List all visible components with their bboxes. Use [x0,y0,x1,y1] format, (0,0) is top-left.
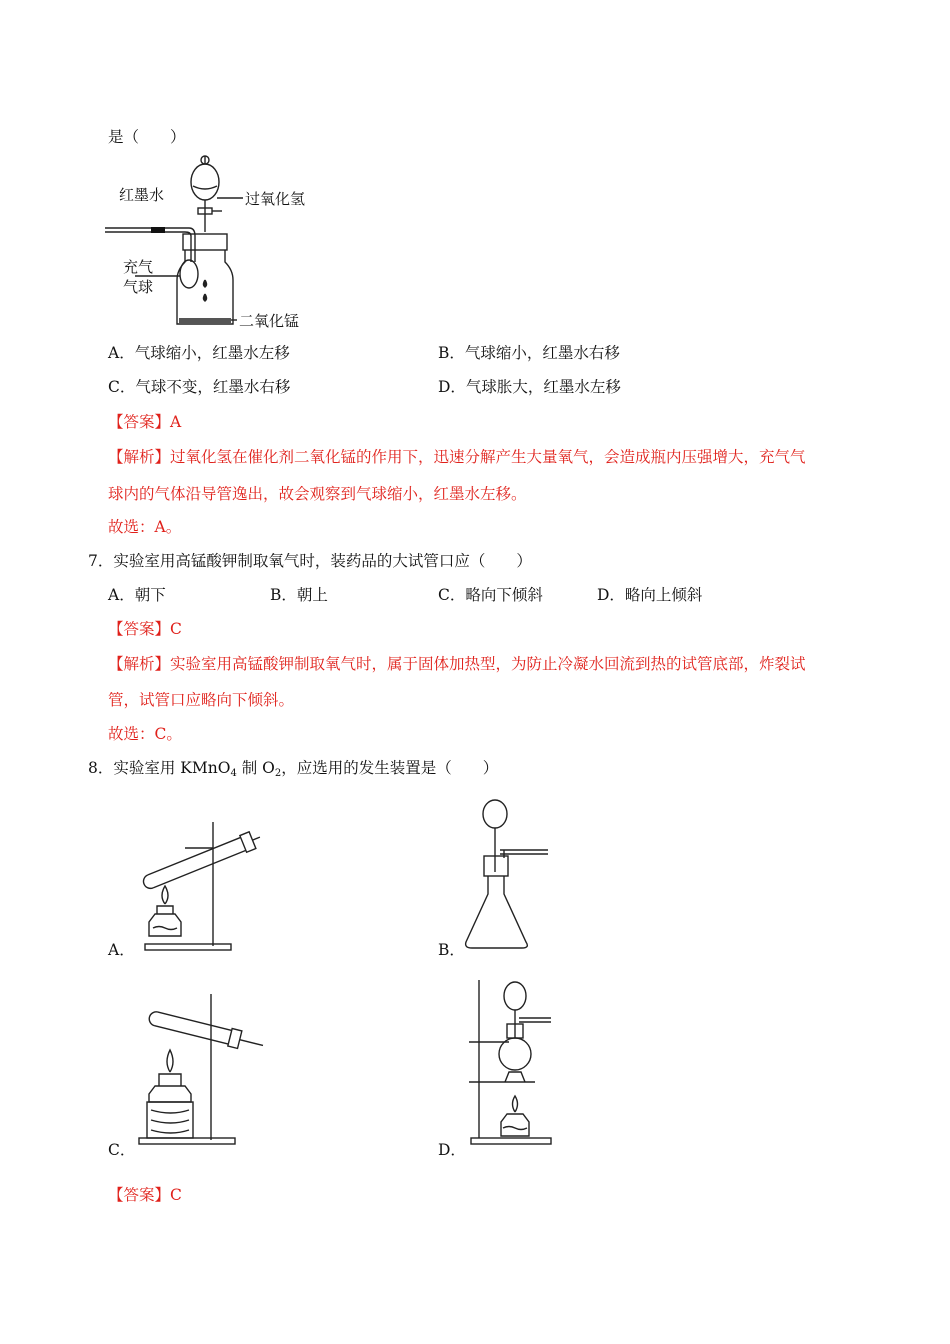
q7-option-b: B．朝上 [270,586,328,604]
q6-option-a: A．气球缩小，红墨水左移 [108,344,290,362]
answer-value: C [170,620,182,638]
label-manganese-dioxide: 二氧化锰 [239,312,300,330]
q8-label-c[interactable]: C． [108,1141,136,1159]
q7-answer [108,619,182,639]
q7-option-d: D．略向上倾斜 [597,586,703,604]
q6-stem-end: 是（ ） [108,128,186,146]
q6-analysis-line2: 球内的气体沿导管逸出，故会观察到气球缩小，红墨水左移。 [108,485,527,503]
q7-stem: 7．实验室用高锰酸钾制取氧气时，装药品的大试管口应（ ） [88,552,532,570]
q7-option-c: C．略向下倾斜 [438,586,543,604]
stem-part: 8．实验室用 KMnO [88,759,231,777]
analysis-text: 实验室用高锰酸钾制取氧气时，属于固体加热型，为防止冷凝水回流到热的试管底部，炸裂试 [170,655,806,673]
q8-apparatus-c [135,990,275,1150]
q7-analysis-line1 [108,654,806,674]
q8-apparatus-b [460,798,560,954]
answer-value: C [170,1186,182,1204]
q8-apparatus-a [125,818,270,954]
analysis-text: 过氧化氢在催化剂二氧化锰的作用下，迅速分解产生大量氧气，会造成瓶内压强增大，充气气 [170,448,806,466]
analysis-tag: 【解析】 [108,448,171,466]
analysis-tag: 【解析】 [108,655,171,673]
q7-analysis-line2: 管，试管口应略向下倾斜。 [108,691,295,709]
label-balloon-line1: 充气 [123,258,154,276]
q8-label-a[interactable]: A． [108,941,135,959]
q8-label-b[interactable]: B． [438,941,465,959]
answer-value: A [170,413,182,431]
answer-tag: 【答案】 [108,1186,171,1204]
q7-choice: 故选：C。 [108,725,182,743]
q8-apparatus-d [465,976,560,1152]
label-balloon-line2: 气球 [123,278,154,296]
q6-choice: 故选：A。 [108,518,182,536]
label-red-ink: 红墨水 [119,186,165,204]
q6-option-d: D．气球胀大，红墨水左移 [438,378,621,396]
q8-answer [108,1185,182,1205]
stem-part: 制 O [236,759,275,777]
q8-stem [88,758,498,778]
q6-option-c: C．气球不变，红墨水右移 [108,378,291,396]
stem-part: ，应选用的发生装置是（ ） [281,759,499,777]
q6-answer [108,412,181,432]
q8-label-d[interactable]: D． [438,1141,466,1159]
subscript: 4 [230,768,237,779]
answer-tag: 【答案】 [108,413,171,431]
q6-analysis-line1 [108,447,806,467]
subscript: 2 [274,768,282,779]
label-hydrogen-peroxide: 过氧化氢 [245,190,306,208]
answer-tag: 【答案】 [108,620,171,638]
q7-option-a: A．朝下 [108,586,166,604]
q6-apparatus-figure [105,152,325,334]
q6-option-b: B．气球缩小，红墨水右移 [438,344,620,362]
